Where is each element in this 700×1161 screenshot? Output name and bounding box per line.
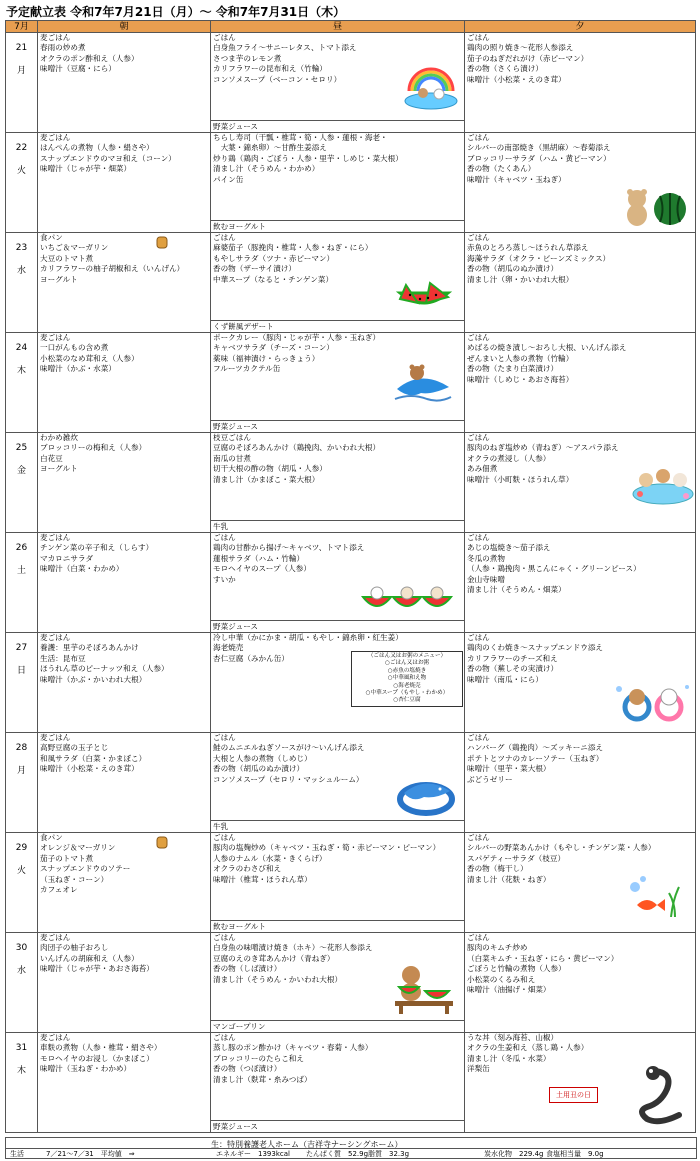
goldfish-icon (625, 873, 683, 917)
lunch-item: 海老焼売 (213, 643, 244, 653)
dinner-item: 茄子のねぎだれがけ（赤ピーマン） (467, 53, 589, 63)
breakfast-item: 生活：昆布豆 (40, 653, 86, 663)
rainbow-pool-icon (401, 61, 461, 111)
date-cell (6, 533, 38, 633)
lunch-item: ちらし寿司（干瓢・椎茸・筍・人参・蓮根・海老・ (213, 133, 388, 142)
dinner-header: 夕 (465, 21, 696, 33)
lunch-cell (211, 733, 465, 833)
watermelon-icon (396, 277, 452, 311)
dinner-item: うな丼（刻み海苔、山椒） (467, 1033, 559, 1042)
lunch-cell (211, 1033, 465, 1133)
footer-carb: 炭水化物 229.4g (484, 1150, 544, 1158)
dinner-item: 鶏肉のくわ焼き～スナップエンドウ添え (467, 643, 604, 653)
breakfast-item: 麦ごはん (40, 1033, 71, 1042)
lunch-item: カリフラワーの昆布和え（竹輪） (213, 64, 327, 74)
day-number: 22 (15, 143, 28, 153)
lunch-item: 清まし汁（かまぼこ・菜大根） (213, 474, 320, 484)
breakfast-item: いちご＆マーガリン (40, 243, 109, 253)
breakfast-cell (38, 633, 211, 733)
lunch-item: 鶏肉の甘酢から揚げ～キャベツ、トマト添え (213, 543, 365, 553)
lunch-item: モロヘイヤのスープ（人参） (213, 564, 311, 574)
dinner-item: 香の物（胡瓜のぬか漬け） (467, 264, 559, 274)
breakfast-item: ブロッコリーの梅和え（人参） (40, 443, 147, 453)
dinner-item: めばるの焼き漬し～おろし大根、いんげん添え (467, 343, 627, 353)
lunch-extra: 牛乳 (211, 820, 464, 832)
footer-facility: 生：特別養護老人ホーム（吉祥寺ナーシングホーム） (211, 1140, 403, 1149)
breakfast-item: スナップエンドウのマヨ和え（コーン） (40, 153, 176, 163)
lunch-cell (211, 233, 465, 333)
date-cell (6, 333, 38, 433)
lunch-item: 鮭のムニエルねぎソースがけ～いんげん添え (213, 743, 365, 753)
lunch-item: パイン缶 (213, 174, 244, 184)
dinner-item: ごはん (467, 933, 490, 942)
dinner-item: 豚肉のねぎ塩炒め（青ねぎ）～アスパラ添え (467, 443, 619, 453)
lunch-item: 豚肉の塩麹炒め（キャベツ・玉ねぎ・筍・赤ピーマン・ピーマン） (213, 843, 441, 853)
day-number: 24 (15, 343, 28, 353)
day-number: 30 (15, 943, 28, 953)
dinner-item: ごはん (467, 33, 490, 42)
day-number: 25 (15, 443, 28, 453)
breakfast-item: 麦ごはん (40, 533, 71, 542)
dinner-item: オクラの煮浸し（人参） (467, 453, 551, 463)
footer-salt: 食塩相当量 9.0g (546, 1150, 604, 1158)
breakfast-item: 麦ごはん (40, 133, 71, 142)
dinner-cell (465, 133, 696, 233)
lunch-item: 切干大根の酢の物（胡瓜・人参） (213, 464, 327, 474)
lunch-item: すいか (213, 574, 236, 584)
breakfast-cell (38, 133, 211, 233)
dinner-item: 赤魚のとろろ蒸し～ほうれん草添え (467, 243, 589, 253)
day-row (6, 1033, 696, 1133)
lunch-header: 昼 (211, 21, 465, 33)
breakfast-item: 味噌汁（白菜・わかめ） (40, 564, 124, 574)
dinner-item: シルバーの南部焼き（黒胡麻）～春菊添え (467, 143, 611, 153)
breakfast-item: 麦ごはん (40, 33, 71, 42)
breakfast-item: 一口がんもの含め煮 (40, 343, 109, 353)
date-cell (6, 933, 38, 1033)
breakfast-item: （玉ねぎ・コーン） (40, 874, 109, 884)
breakfast-item: 麦ごはん (40, 333, 71, 342)
dinner-item: ブロッコリーサラダ（ハム・黄ピーマン） (467, 153, 611, 163)
lunch-item: 南瓜の甘煮 (213, 453, 251, 463)
lunch-item: ごはん (213, 233, 236, 242)
breakfast-item: 味噌汁（豆腐・にら） (40, 64, 116, 74)
dinner-item: カリフラワーのチーズ和え (467, 653, 558, 663)
breakfast-item: ヨーグルト (40, 464, 78, 474)
lunch-item: もやしサラダ（ツナ・赤ピーマン） (213, 253, 335, 263)
dinner-item: 香の物（蕪しその実漬け） (467, 664, 559, 674)
lunch-cell (211, 633, 465, 733)
dinner-item: 味噌汁（キャベツ・玉ねぎ） (467, 174, 566, 184)
breakfast-item: ほうれん草のピーナッツ和え（人参） (40, 664, 169, 674)
breakfast-item: カリフラワーの柚子胡椒和え（いんげん） (40, 264, 185, 274)
bunny-watermelon-icon (361, 583, 453, 615)
lunch-item: 冷し中華（かにかま・胡瓜・もやし・錦糸卵・紅生姜） (213, 633, 403, 642)
breakfast-item: 白花豆 (40, 453, 63, 463)
dinner-item: 清まし汁（そうめん・畑菜） (467, 585, 566, 595)
bear-watermelon-icon (615, 185, 690, 227)
dinner-item: 味噌汁（南瓜・にら） (467, 674, 543, 684)
dinner-cell (465, 33, 696, 133)
lunch-item: ブロッコリーのたらこ和え (213, 1053, 304, 1063)
day-number: 29 (15, 843, 28, 853)
breakfast-cell (38, 733, 211, 833)
footer (5, 1137, 697, 1159)
dinner-cell (465, 433, 696, 533)
breakfast-cell (38, 333, 211, 433)
dinner-item: 海藻サラダ（オクラ・ビーンズミックス） (467, 253, 611, 263)
lunch-item: 枝豆ごはん (213, 433, 251, 442)
dinner-item: 冬瓜の煮物 (467, 553, 505, 563)
dinner-item: ごはん (467, 333, 490, 342)
lunch-extra: 野菜ジュース (211, 120, 464, 132)
breakfast-item: 小松菜のなめ茸和え（人参） (40, 353, 139, 363)
lunch-extra: 飲むヨーグルト (211, 920, 464, 932)
footer-period: 7／21～7／31 平均値 ⇒ (46, 1150, 135, 1158)
breakfast-item: 味噌汁（じゃが芋・あおさ海苔） (40, 964, 154, 974)
porridge-note (351, 651, 463, 707)
breakfast-item: チンゲン菜の辛子和え（しらす） (40, 543, 154, 553)
dinner-item: 味噌汁（里芋・菜大根） (467, 764, 551, 774)
lunch-item: 香の物（しば漬け） (213, 964, 282, 974)
day-number: 23 (15, 243, 28, 253)
day-of-week: 木 (16, 366, 26, 377)
bear-watermelon-bench-icon (391, 961, 457, 1015)
breakfast-item: 麦ごはん (40, 633, 71, 642)
breakfast-item: 味噌汁（小松菜・えのき茸） (40, 764, 139, 774)
breakfast-item: いんげんの胡麻和え（人参） (40, 953, 139, 963)
lunch-cell (211, 133, 465, 233)
dinner-item: ごはん (467, 233, 490, 242)
dinner-item: （白菜キムチ・玉ねぎ・にら・黄ピーマン） (467, 953, 619, 963)
footer-energy: エネルギー 1393kcal (216, 1150, 290, 1158)
dinner-item: 清まし汁（花麩・ねぎ） (467, 874, 551, 884)
lunch-item: ポークカレー（豚肉・じゃが芋・人参・玉ねぎ） (213, 333, 381, 342)
dinner-item: 清まし汁（冬瓜・水菜） (467, 1053, 551, 1063)
lunch-item: 中華スープ（なると・チンゲン菜） (213, 274, 334, 284)
breakfast-item: はんぺんの煮物（人参・絹さや） (40, 143, 154, 153)
lunch-item: さつま芋のレモン煮 (213, 53, 282, 63)
lunch-item: 薬味（福神漬け・らっきょう） (213, 353, 320, 363)
lunch-item: 大葉・錦糸卵）～甘酢生姜添え (213, 143, 327, 153)
dinner-item: 香の物（たまり白菜漬け） (467, 364, 559, 374)
breakfast-item: 味噌汁（じゃが芋・畑菜） (40, 164, 132, 174)
day-row (6, 933, 696, 1033)
breakfast-cell (38, 533, 211, 633)
dinner-item: 味噌汁（小松菜・えのき茸） (467, 74, 566, 84)
dinner-item: （人参・鶏挽肉・黒こんにゃく・グリーンピース） (467, 564, 641, 574)
bread-icon (156, 835, 168, 849)
breakfast-item: 春雨の炒め煮 (40, 43, 86, 53)
lunch-item: ごはん (213, 733, 236, 742)
breakfast-item: モロヘイヤのお浸し（かまぼこ） (40, 1053, 154, 1063)
lunch-extra: 野菜ジュース (211, 620, 464, 632)
day-of-week: 金 (16, 466, 26, 477)
lunch-item: 清まし汁（麩茸・糸みつば） (213, 1074, 312, 1084)
dinner-item: ごはん (467, 733, 490, 742)
lunch-item: 豆腐のえのき茸あんかけ（青ねぎ） (213, 953, 335, 963)
lunch-cell (211, 433, 465, 533)
lunch-item: 人参のナムル（水菜・きくらげ） (213, 853, 327, 863)
dinner-item: スパゲティーサラダ（枝豆） (467, 853, 566, 863)
footer-label: 生活 (10, 1150, 24, 1158)
lunch-item: ごはん (213, 933, 236, 942)
breakfast-item: 大豆のトマト煮 (40, 253, 94, 263)
dinner-item: 洋梨缶 (467, 1064, 490, 1074)
breakfast-item: 麦ごはん (40, 733, 71, 742)
lunch-item: ごはん (213, 833, 236, 842)
lunch-item: キャベツサラダ（チーズ・コーン） (213, 343, 334, 353)
header-row (6, 21, 696, 33)
breakfast-item: 麦ごはん (40, 933, 71, 942)
page-title: 予定献立表 令和7年7月21日（月）～ 令和7年7月31日（木） (6, 5, 346, 19)
breakfast-item: 食パン (40, 233, 63, 242)
bear-dolphin-icon (391, 359, 453, 405)
day-row (6, 233, 696, 333)
breakfast-item: わかめ雑炊 (40, 433, 78, 442)
day-of-week: 月 (16, 66, 26, 77)
date-cell (6, 833, 38, 933)
lunch-extra: 飲むヨーグルト (211, 220, 464, 232)
porridge-note-line: （ごはん又はお粥のメニュー） (367, 653, 447, 659)
day-row (6, 533, 696, 633)
lunch-cell (211, 33, 465, 133)
dinner-cell (465, 533, 696, 633)
dinner-item: あみ佃煮 (467, 464, 498, 474)
dinner-item: 味噌汁（しめじ・あおさ海苔） (467, 374, 574, 384)
dinner-cell (465, 633, 696, 733)
day-of-week: 火 (16, 166, 26, 177)
lunch-item: 蓮根サラダ（ハム・竹輪） (213, 553, 305, 563)
day-row (6, 733, 696, 833)
day-of-week: 水 (16, 266, 26, 277)
day-of-week: 日 (16, 666, 26, 677)
eel-icon (633, 1063, 685, 1125)
day-number: 31 (15, 1043, 28, 1053)
bear-float-icon (613, 679, 693, 723)
day-row (6, 433, 696, 533)
breakfast-item: 茄子のトマト煮 (40, 853, 94, 863)
dinner-item: 香の物（梅干し） (467, 864, 528, 874)
month-header: 7月 (6, 21, 38, 33)
footer-protein: たんぱく質 52.9g (306, 1150, 369, 1158)
lunch-item: ごはん (213, 33, 236, 42)
lunch-item: 麻婆茄子（豚挽肉・椎茸・人参・ねぎ・にら） (213, 243, 373, 253)
date-cell (6, 133, 38, 233)
lunch-item: オクラのわさび和え (213, 864, 282, 874)
dinner-item: 清まし汁（卵・かいわれ大根） (467, 274, 574, 284)
breakfast-item: 車麩の煮物（人参・椎茸・絹さや） (40, 1043, 162, 1053)
day-of-week: 火 (16, 866, 26, 877)
lunch-item: 炒り鶏（鶏肉・ごぼう・人参・里芋・しめじ・菜大根） (213, 153, 403, 163)
breakfast-item: マカロニサラダ (40, 553, 94, 563)
breakfast-cell (38, 833, 211, 933)
day-row (6, 833, 696, 933)
lunch-item: フルーツカクテル缶 (213, 364, 281, 374)
day-of-week: 木 (16, 1066, 26, 1077)
lunch-cell (211, 333, 465, 433)
lunch-extra: 野菜ジュース (211, 1120, 464, 1132)
lunch-cell (211, 533, 465, 633)
breakfast-item: 肉団子の柚子おろし (40, 943, 109, 953)
lunch-item: コンソメスープ（セロリ・マッシュルーム） (213, 774, 364, 784)
porridge-note-line: ○杏仁豆腐 (393, 697, 421, 704)
breakfast-item: 味噌汁（かぶ・かいわれ大根） (40, 674, 147, 684)
date-cell (6, 233, 38, 333)
lunch-item: 香の物（つぼ漬け） (213, 1064, 282, 1074)
dinner-item: 味噌汁（小町麩・ほうれん草） (467, 474, 574, 484)
dinner-cell (465, 933, 696, 1033)
date-cell (6, 633, 38, 733)
lunch-extra: くず餅風デザート (211, 320, 464, 332)
day-of-week: 水 (16, 966, 26, 977)
lunch-item: 大根と人参の煮物（しめじ） (213, 753, 312, 763)
dinner-item: オクラの生姜和え（蒸し鶏・人参） (467, 1043, 589, 1053)
dinner-item: 小松菜のくるみ和え (467, 974, 536, 984)
lunch-item: 白身魚フライ～サニーレタス、トマト添え (213, 43, 357, 53)
breakfast-cell (38, 33, 211, 133)
lunch-item: 清まし汁（そうめん・わかめ） (213, 164, 320, 174)
lunch-cell (211, 933, 465, 1033)
event-badge: 土用丑の日 (549, 1087, 598, 1103)
lunch-item: ごはん (213, 1033, 236, 1042)
day-row (6, 33, 696, 133)
dinner-cell (465, 833, 696, 933)
breakfast-header: 朝 (38, 21, 211, 33)
dinner-item: ごはん (467, 633, 490, 642)
lunch-item: 味噌汁（椎茸・ほうれん草） (213, 874, 312, 884)
dinner-cell (465, 333, 696, 433)
dinner-item: あじの塩焼き～茄子添え (467, 543, 551, 553)
lunch-item: 蒸し豚のポン酢かけ（キャベツ・春菊・人参） (213, 1043, 373, 1053)
dinner-item: 鶏肉の照り焼き～花形人参添え (467, 43, 574, 53)
day-row (6, 633, 696, 733)
day-number: 26 (15, 543, 28, 553)
date-cell (6, 733, 38, 833)
porridge-note-line: ○海老焼売 (393, 682, 421, 689)
footer-nutrition (6, 1148, 696, 1159)
breakfast-item: スナップエンドウのソテー (40, 864, 131, 874)
day-of-week: 月 (16, 766, 26, 777)
dinner-cell (465, 1033, 696, 1133)
dinner-item: ポテトとツナのカレーソテー（玉ねぎ） (467, 753, 604, 763)
porridge-note-line: ○ごはん又はお粥 (384, 660, 430, 667)
lunch-extra: 牛乳 (211, 520, 464, 532)
lunch-item: コンソメスープ（ベーコン・セロリ） (213, 74, 342, 84)
dinner-item: ぜんまいと人参の煮物（竹輪） (467, 353, 574, 363)
day-number: 27 (15, 643, 28, 653)
dinner-item: ごはん (467, 533, 490, 542)
dinner-item: 味噌汁（油揚げ・畑菜） (467, 985, 551, 995)
lunch-item: 清まし汁（そうめん・かいわれ大根） (213, 974, 343, 984)
breakfast-item: 養護：里芋のそぼろあんかけ (40, 643, 139, 653)
porridge-note-line: ○中華風和え物 (387, 675, 427, 682)
dolphin-float-icon (396, 773, 456, 817)
day-number: 28 (15, 743, 28, 753)
day-row (6, 333, 696, 433)
breakfast-cell (38, 433, 211, 533)
lunch-item: ごはん (213, 533, 236, 542)
breakfast-cell (38, 933, 211, 1033)
bread-icon (156, 235, 168, 249)
dinner-item: ごはん (467, 133, 490, 142)
menu-table (5, 20, 696, 1133)
lunch-extra: マンゴープリン (211, 1020, 464, 1032)
dinner-cell (465, 733, 696, 833)
dinner-item: ハンバーグ（鶏挽肉）～ズッキーニ添え (467, 743, 604, 753)
porridge-note-line: ○中華スープ（もやし・わかめ） (365, 690, 449, 697)
dinner-item: ごぼうと竹輪の煮物（人参） (467, 964, 566, 974)
porridge-note-line: ○赤魚の塩焼き (387, 667, 427, 674)
dinner-item: 香の物（さくら漬け） (467, 64, 543, 74)
breakfast-item: 高野豆腐の玉子とじ (40, 743, 109, 753)
dinner-item: 金山寺味噌 (467, 574, 505, 584)
dinner-item: 豚肉のキムチ炒め (467, 943, 528, 953)
breakfast-item: 味噌汁（かぶ・水菜） (40, 364, 116, 374)
date-cell (6, 33, 38, 133)
breakfast-item: オレンジ＆マーガリン (40, 843, 116, 853)
breakfast-item: オクラのポン酢和え（人参） (40, 53, 139, 63)
breakfast-cell (38, 1033, 211, 1133)
animals-pool-icon (630, 458, 695, 506)
lunch-item: 豆腐のそぼろあんかけ（鶏挽肉、かいわれ大根） (213, 443, 381, 453)
footer-fat: 脂質 32.3g (368, 1150, 410, 1158)
lunch-item: 白身魚の味噌漬け焼き（ホキ）～花形人参添え (213, 943, 373, 953)
day-number: 21 (15, 43, 28, 53)
dinner-item: 香の物（たくあん） (467, 164, 536, 174)
breakfast-item: 味噌汁（玉ねぎ・わかめ） (40, 1064, 132, 1074)
date-cell (6, 433, 38, 533)
dinner-item: ごはん (467, 833, 490, 842)
breakfast-item: カフェオレ (40, 885, 78, 895)
lunch-extra: 野菜ジュース (211, 420, 464, 432)
lunch-item: 香の物（胡瓜のぬか漬け） (213, 764, 305, 774)
dinner-cell (465, 233, 696, 333)
breakfast-item: 和風サラダ（白菜・かまぼこ） (40, 753, 147, 763)
lunch-item: 杏仁豆腐（みかん缶） (213, 653, 289, 663)
day-row (6, 133, 696, 233)
lunch-cell (211, 833, 465, 933)
breakfast-item: 食パン (40, 833, 63, 842)
dinner-item: ごはん (467, 433, 490, 442)
breakfast-item: ヨーグルト (40, 274, 78, 284)
dinner-item: シルバーの野菜あんかけ（もやし・チンゲン菜・人参） (467, 843, 656, 853)
day-of-week: 土 (16, 566, 26, 577)
dinner-item: ぶどうゼリー (467, 774, 513, 784)
breakfast-cell (38, 233, 211, 333)
date-cell (6, 1033, 38, 1133)
lunch-item: 香の物（ザーサイ漬け） (213, 264, 296, 274)
